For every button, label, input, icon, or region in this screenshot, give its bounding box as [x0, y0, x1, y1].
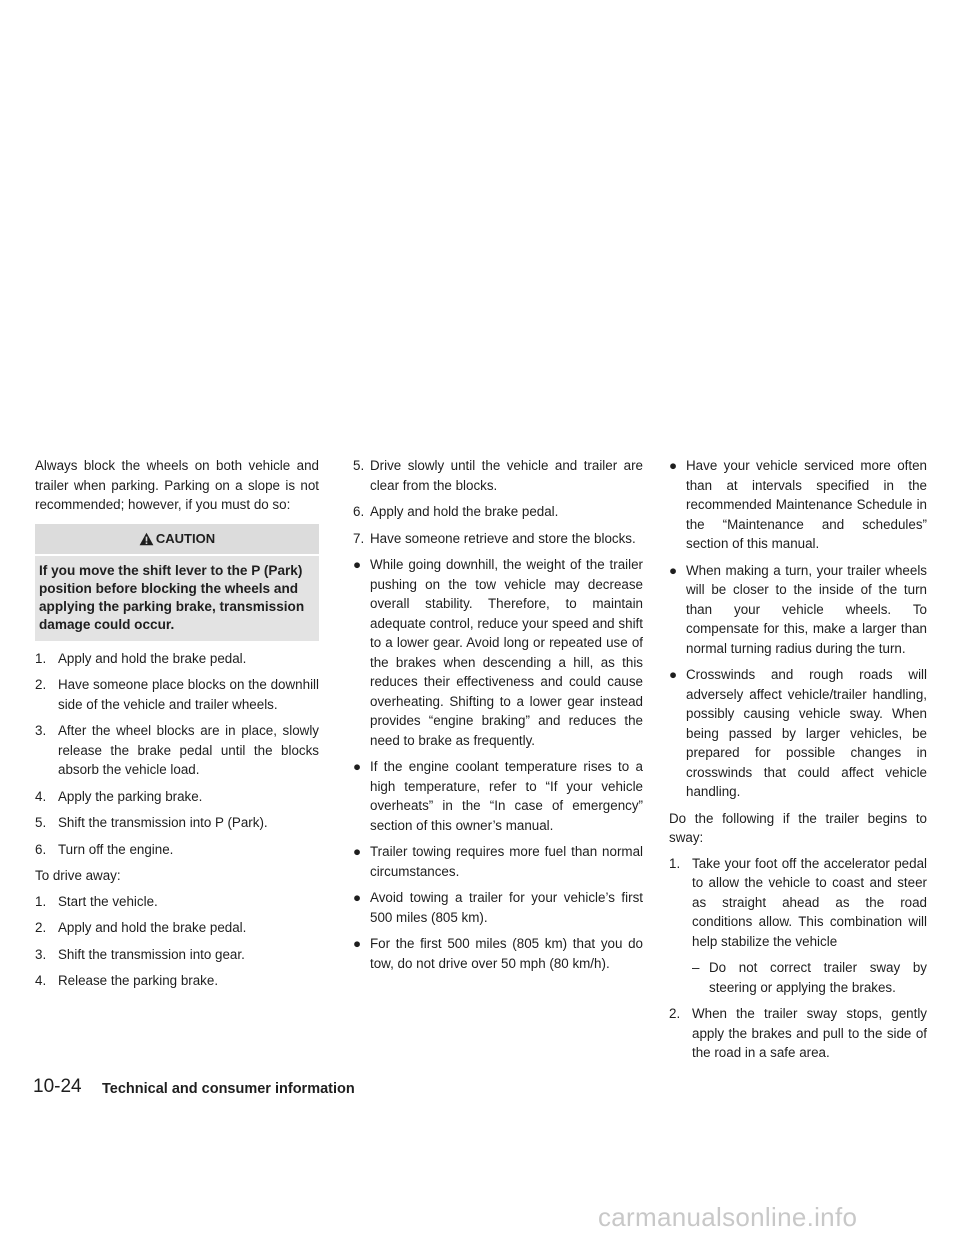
column-3	[669, 456, 927, 1070]
list-item: 4. Release the parking brake.	[35, 973, 219, 988]
bullet-item: ● When making a turn, your trailer wheels will be closer to the inside of the turn than your vehicle wheels. To compensate for this, make a larger than normal turning radius during the turn.	[669, 562, 927, 656]
page-number: 10-24	[33, 1076, 82, 1097]
parking-intro: Always block the wheels on both vehicle and trailer when parking. Parking on a slope is not recommended; however, if you must do so:	[35, 458, 319, 512]
list-item: 2. When the trailer sway stops, gently apply the brakes and pull to the side of the road in a safe area.	[669, 1006, 927, 1060]
caution-label: CAUTION	[155, 530, 216, 546]
list-item: 1. Start the vehicle.	[35, 893, 158, 909]
list-item: 1. Apply and hold the brake pedal.	[35, 650, 247, 666]
warning-icon	[139, 532, 154, 546]
list-item: 5. Shift the transmission into P (Park).	[35, 815, 268, 830]
bullet-item: ● Crosswinds and rough roads will adversely affect vehicle/trailer handling, possibly causing vehicle sway. When being passed by larger vehicles, be prepared for possible changes in crosswinds that could affect vehicle handling.	[669, 667, 927, 799]
caution-text: If you move the shift lever to the P (Park) position before blocking the wheels and applying the parking brake, transmission damage could occur.	[35, 556, 319, 641]
bullet-item: ● While going downhill, the weight of the trailer pushing on the tow vehicle may decrease overall stability. Therefore, to maintain adequate control, reduce your speed and shift to a lower gear. Avoid long or repeated use of the brakes when descending a hill, as this reduces their effectiveness and could cause overheating. Shifting to a lower gear instead provides “engine braking” and reduces the need to brake as frequently.	[353, 557, 643, 748]
list-item: 5. Drive slowly until the vehicle and trailer are clear from the blocks.	[353, 458, 643, 493]
column-1	[35, 456, 319, 998]
list-item: 6. Apply and hold the brake pedal.	[353, 504, 559, 519]
bullet-item: ● Trailer towing requires more fuel than normal circumstances.	[353, 844, 643, 879]
list-item: 3. Shift the transmission into gear.	[35, 946, 245, 962]
watermark-text: carmanualsonline.info	[598, 1202, 858, 1232]
dash-item: – Do not correct trailer sway by steering or applying the brakes.	[692, 960, 927, 995]
page-footer	[0, 1077, 960, 1107]
list-item: 7. Have someone retrieve and store the blocks.	[353, 530, 636, 546]
list-item: 3. After the wheel blocks are in place, slowly release the brake pedal until the blocks absorb the vehicle load.	[35, 723, 319, 777]
section-title: Technical and consumer information	[102, 1081, 355, 1097]
list-item: 4. Apply the parking brake.	[35, 788, 203, 804]
column-2	[353, 456, 643, 980]
drive-away-heading: To drive away:	[35, 868, 121, 883]
bullet-item: ● Avoid towing a trailer for your vehicle’s first 500 miles (805 km).	[353, 890, 643, 925]
list-item: 1. Take your foot off the accelerator pedal to allow the vehicle to coast and steer as straight ahead as the road conditions allow. This combination will help stabilize the vehicle	[669, 855, 927, 949]
caution-header	[35, 524, 319, 554]
bullet-item: ● Have your vehicle serviced more often than at intervals specified in the recommended Maintenance Schedule in the “Maintenance and schedules” section of this manual.	[669, 458, 927, 551]
list-item: 2. Have someone place blocks on the downhill side of the vehicle and trailer wheels.	[35, 677, 319, 712]
list-item: 6. Turn off the engine.	[35, 841, 174, 857]
bullet-item: ● If the engine coolant temperature rises to a high temperature, refer to “If your vehicle overheats” in the “In case of emergency” section of this owner’s manual.	[353, 759, 643, 833]
list-item: 2. Apply and hold the brake pedal.	[35, 920, 247, 935]
watermark	[0, 1204, 960, 1242]
sway-heading: Do the following if the trailer begins to sway:	[669, 810, 927, 845]
bullet-item: ● For the first 500 miles (805 km) that you do tow, do not drive over 50 mph (80 km/h).	[353, 936, 643, 971]
